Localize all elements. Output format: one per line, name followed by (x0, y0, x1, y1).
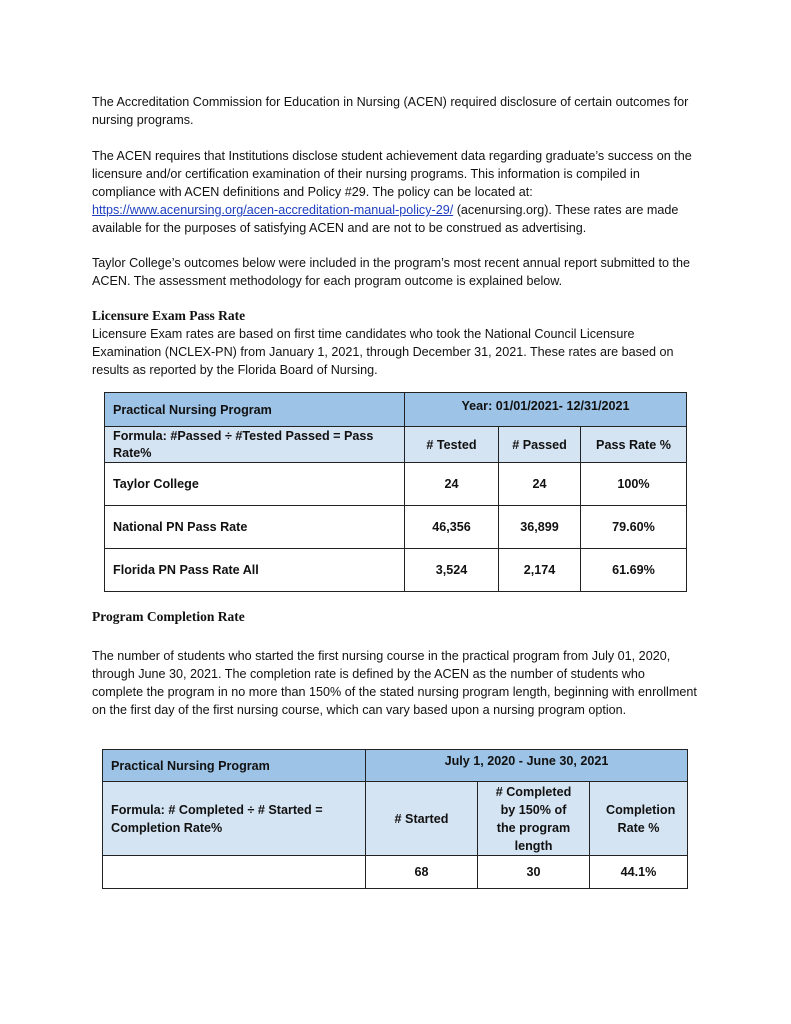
intro-paragraph-2-text-a: The ACEN requires that Institutions disclose student achievement data regarding graduate’s success on the licensure and/or certification examination of their nursing programs. This information is compiled in compliance with ACEN definitions and Policy #29. The policy can be located at: (92, 149, 692, 199)
table-formula-cell: Formula: # Completed ÷ # Started = Completion Rate% (103, 782, 366, 856)
row-label: National PN Pass Rate (105, 506, 405, 549)
row-label: Florida PN Pass Rate All (105, 549, 405, 592)
table-program-header: Practical Nursing Program (105, 393, 405, 427)
completion-description: The number of students who started the first nursing course in the practical program from July 01, 2020, through June 30, 2021. The completion rate is defined by the ACEN as the number of students who complete the program in no more than 150% of the stated nursing program length, beginning with enrollment on the first day of the first nursing course, which can vary based upon a nursing program option. (92, 649, 697, 717)
column-header-tested: # Tested (405, 427, 499, 463)
column-header-completion-rate: Completion Rate % (590, 782, 688, 856)
column-header-completed: # Completed by 150% of the program length (478, 782, 590, 856)
table-row (103, 856, 688, 889)
intro-paragraph-2-text-b: (acenursing.org). These rates are made available for the purposes of satisfying ACEN and are not to be construed as advertising. (92, 203, 679, 235)
completion-rate-table (102, 749, 688, 889)
cell-completion-rate: 44.1% (590, 856, 688, 889)
cell-pass-rate: 79.60% (581, 506, 687, 549)
cell-started: 68 (366, 856, 478, 889)
licensure-pass-rate-table (104, 392, 687, 592)
intro-paragraph-2 (92, 147, 698, 237)
licensure-heading: Licensure Exam Pass Rate (92, 308, 246, 323)
table-row (105, 506, 687, 549)
cell-tested: 24 (405, 463, 499, 506)
row-label (103, 856, 366, 889)
completion-heading: Program Completion Rate (92, 609, 245, 624)
intro-paragraph-3: Taylor College’s outcomes below were included in the program’s most recent annual report submitted to the ACEN. The assessment methodology for each program outcome is explained below. (92, 256, 691, 288)
row-label: Taylor College (105, 463, 405, 506)
document-body (92, 93, 698, 379)
column-header-started: # Started (366, 782, 478, 856)
cell-completed: 30 (478, 856, 590, 889)
cell-passed: 2,174 (499, 549, 581, 592)
column-header-pass-rate: Pass Rate % (581, 427, 687, 463)
table-year-header: Year: 01/01/2021- 12/31/2021 (405, 393, 687, 427)
column-header-passed: # Passed (499, 427, 581, 463)
table-formula-cell: Formula: #Passed ÷ #Tested Passed = Pass Rate% (105, 427, 405, 463)
acen-policy-link[interactable]: https://www.acenursing.org/acen-accreditation-manual-policy-29/ (92, 203, 454, 217)
licensure-description: Licensure Exam rates are based on first time candidates who took the National Council Licensure Examination (NCLEX-PN) from January 1, 2021, through December 31, 2021. These rates are based on results as reported by the Florida Board of Nursing. (92, 327, 674, 377)
cell-tested: 3,524 (405, 549, 499, 592)
table-row (105, 549, 687, 592)
table-row (105, 463, 687, 506)
cell-passed: 24 (499, 463, 581, 506)
table-program-header: Practical Nursing Program (103, 750, 366, 782)
cell-pass-rate: 100% (581, 463, 687, 506)
cell-tested: 46,356 (405, 506, 499, 549)
intro-paragraph-1: The Accreditation Commission for Education in Nursing (ACEN) required disclosure of certain outcomes for nursing programs. (92, 95, 689, 127)
cell-passed: 36,899 (499, 506, 581, 549)
table-period-header: July 1, 2020 - June 30, 2021 (366, 750, 688, 782)
cell-pass-rate: 61.69% (581, 549, 687, 592)
